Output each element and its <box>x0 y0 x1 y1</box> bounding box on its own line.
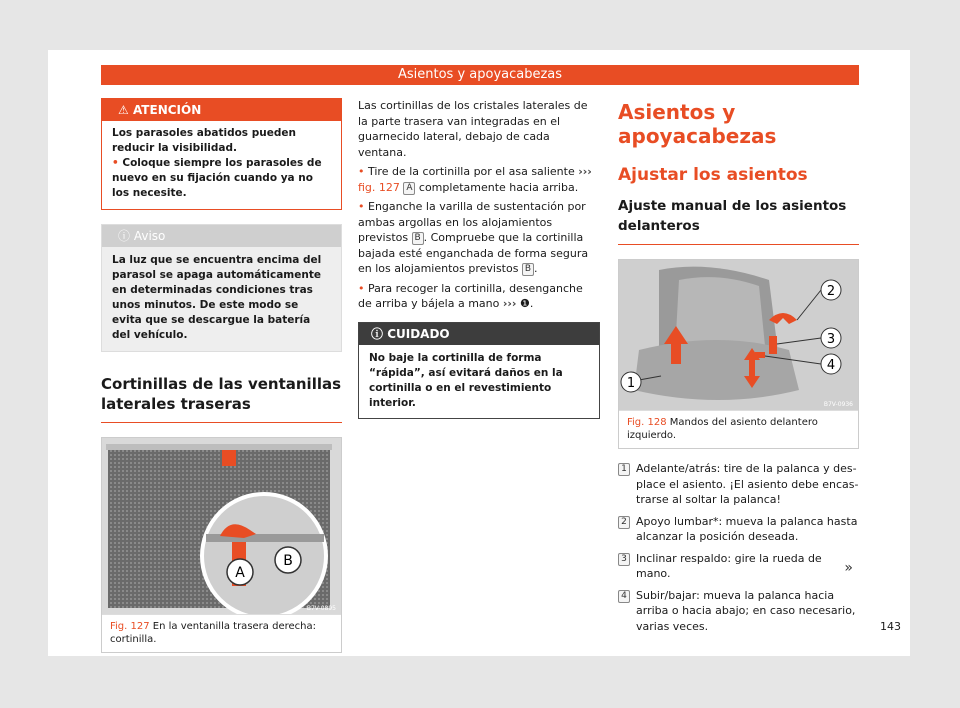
figure-number: Fig. 127 <box>110 621 150 632</box>
intro-paragraph: Las cortinillas de los cristales laterales de la parte trasera van integradas en el guarnecido lateral, debajo de cada ventana. <box>358 99 588 159</box>
subsection-title: Ajuste manual de los asientos delanteros <box>618 196 859 245</box>
warning-title: ATENCIÓN <box>132 103 202 117</box>
figure-caption <box>102 614 341 652</box>
column-right <box>618 98 859 633</box>
warning-bullet: • Coloque siempre los parasoles de nuevo en su fijación cuando ya no los necesite. <box>112 157 322 199</box>
controls-list <box>618 461 859 634</box>
step-2: • Enganche la varilla de sustentación por ambas argollas en los alojamientos previstos B . Compruebe que la cortinilla bajada esté enganchada de forma segura en los alojamientos previstos B . <box>358 200 589 275</box>
caution-title: CUIDADO <box>387 326 450 341</box>
running-header: Asientos y apoyacabezas <box>101 65 859 85</box>
list-item: 2 Apoyo lumbar*: mueva la palanca hasta alcanzar la posición deseada. <box>618 514 859 545</box>
badge-b-2: B <box>522 263 534 276</box>
warning-body <box>102 121 341 209</box>
badge-b: B <box>412 232 424 245</box>
callout-a: A <box>235 565 245 581</box>
figure-link[interactable]: fig. 127 <box>358 180 400 194</box>
figure-number: Fig. 128 <box>627 417 667 428</box>
continued-marker: » <box>844 560 853 576</box>
figure-127 <box>101 437 342 653</box>
figure-caption-text: En la ventanilla trasera derecha: cortinilla. <box>110 621 316 645</box>
column-left <box>101 98 342 653</box>
list-item: 4 Subir/bajar: mueva la palanca hacia arriba o hacia abajo; en caso necesario, varias veces. <box>618 588 859 635</box>
note-text: La luz que se encuentra encima del parasol se apaga automáticamente en determinadas condiciones tras unos minutos. De este modo se evita que se descargue la batería del vehículo. <box>112 254 322 341</box>
caution-icon: ⓘ <box>371 326 384 341</box>
badge-a: A <box>403 182 415 195</box>
figure-128 <box>618 259 859 449</box>
note-header <box>102 225 341 247</box>
callout-3: 3 <box>826 332 836 347</box>
callout-1: 1 <box>626 376 636 391</box>
note-title: Aviso <box>133 229 166 243</box>
figure-code: B7V-0895 <box>306 605 336 612</box>
caution-box <box>358 322 600 419</box>
warning-header <box>102 99 341 121</box>
section-title-seats: Ajustar los asientos <box>618 165 808 185</box>
figure-code: B7V-0936 <box>823 401 853 408</box>
note-box <box>101 224 342 352</box>
figure-caption <box>619 410 858 448</box>
step-3: • Para recoger la cortinilla, desenganche de arriba y bájela a mano ››› ❶. <box>358 281 583 310</box>
chapter-title: Asientos y apoyacabezas <box>618 100 777 148</box>
cross-ref-arrow-icon: ››› <box>578 165 592 178</box>
list-item: 3 Inclinar respaldo: gire la rueda de mano. <box>618 551 859 582</box>
cross-ref-arrow-icon: ››› <box>502 297 517 310</box>
warning-text: Los parasoles abatidos pueden reducir la visibilidad. <box>112 127 296 154</box>
window-curtain-illustration <box>102 438 341 614</box>
callout-4: 4 <box>826 358 836 373</box>
callout-b: B <box>283 553 293 569</box>
caution-ref-icon: ❶ <box>519 297 530 310</box>
section-title-curtains: Cortinillas de las ventanillas laterales traseras <box>101 374 342 423</box>
list-item: 1 Adelante/atrás: tire de la palanca y desplace el asiento. ¡El asiento debe encastrarse al soltar la palanca! <box>618 461 859 508</box>
caution-header <box>359 323 599 345</box>
seat-controls-illustration <box>619 260 858 410</box>
callout-2: 2 <box>826 284 836 299</box>
page-number: 143 <box>880 620 901 633</box>
figure-caption-text: Mandos del asiento delantero izquierdo. <box>627 417 818 441</box>
warning-box <box>101 98 342 210</box>
caution-text: No baje la cortinilla de forma “rápida”, así evitará daños en la cortinilla o en el revestimiento interior. <box>369 351 563 409</box>
step-1: • Tire de la cortinilla por el asa saliente ››› fig. 127 A completamente hacia arriba. <box>358 165 592 194</box>
warning-triangle-icon: ⚠ <box>118 103 129 117</box>
column-middle <box>358 98 600 419</box>
info-icon: ⓘ <box>118 229 131 243</box>
